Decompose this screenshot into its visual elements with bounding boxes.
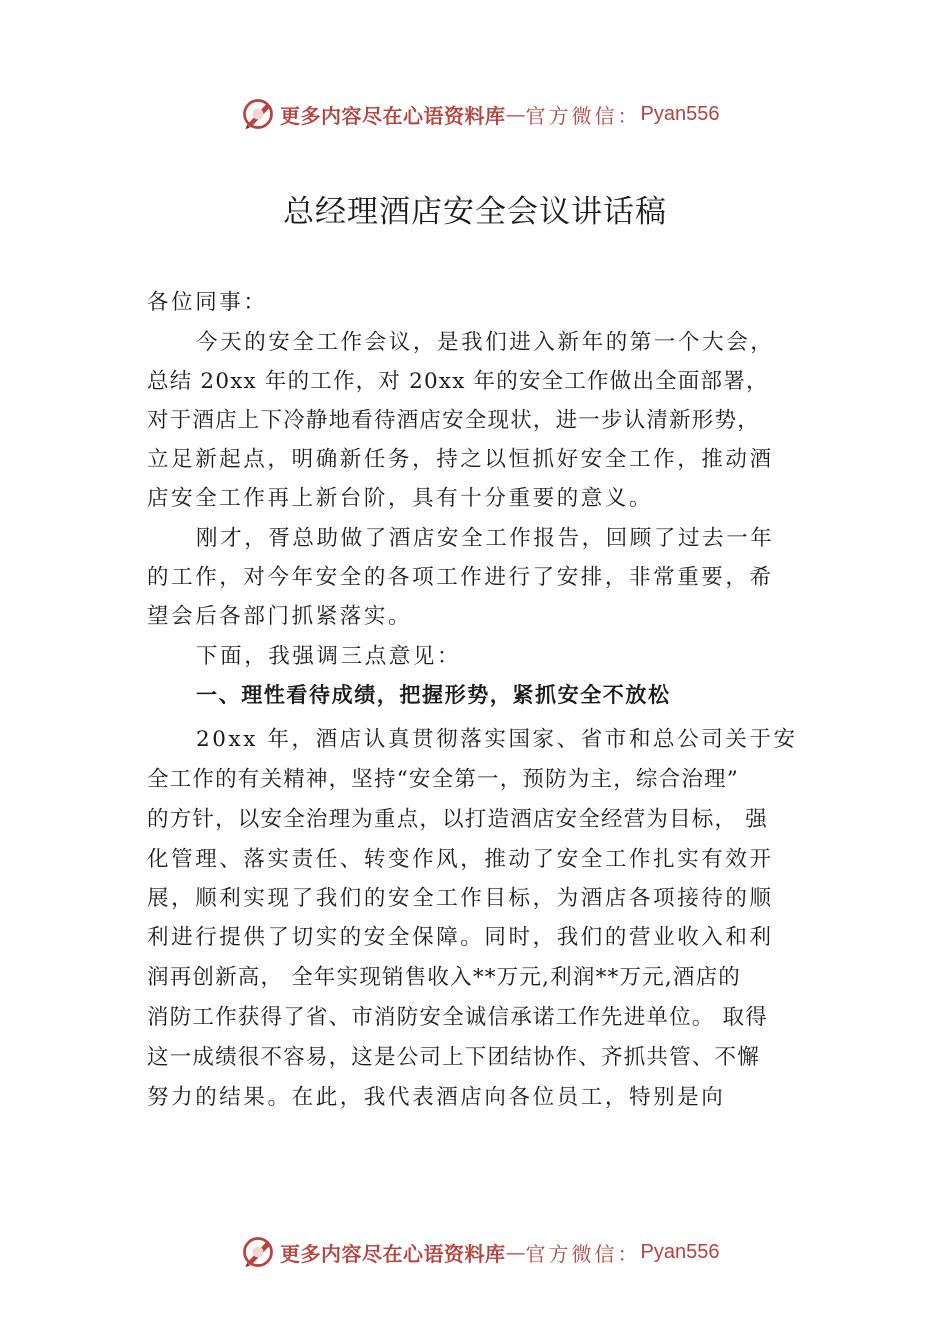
banner-dash: — [505, 102, 526, 126]
text-line: 店安全工作再上新台阶，具有十分重要的意义。 [147, 486, 654, 511]
pen-logo-icon [240, 1234, 276, 1270]
text-line: 展，顺利实现了我们的安全工作目标，为酒店各项接待的顺 [147, 886, 774, 911]
salutation: 各位同事： [147, 290, 268, 315]
text-line: 望会后各部门抓紧落实。 [147, 604, 413, 629]
text-line: 总结 20xx 年的工作，对 20xx 年的安全工作做出全面部署， [147, 369, 769, 394]
footer-banner [0, 1232, 950, 1272]
banner-wechat-label: 官方微信： [525, 103, 641, 128]
pen-logo-icon [240, 96, 276, 132]
banner-brand: 更多内容尽在心语资料库 [280, 103, 506, 128]
text-line: 刚才，胥总助做了酒店安全工作报告，回顾了过去一年 [196, 526, 775, 551]
text-line: 消防工作获得了省、市消防安全诚信承诺工作先进单位。 取得 [147, 1005, 768, 1030]
document-title: 总经理酒店安全会议讲话稿 [283, 194, 667, 230]
text-line: 润再创新高， 全年实现销售收入**万元,利润**万元,酒店的 [147, 965, 742, 990]
section-heading: 一、理性看待成绩，把握形势，紧抓安全不放松 [196, 683, 671, 707]
text-line: 今天的安全工作会议，是我们进入新年的第一个大会， [196, 330, 775, 355]
text-line: 的工作，对今年安全的各项工作进行了安排，非常重要，希 [147, 565, 774, 590]
text-line: 利进行提供了切实的安全保障。同时，我们的营业收入和利 [147, 925, 774, 950]
text-line: 的方针，以安全治理为重点，以打造酒店安全经营为目标， 强 [147, 807, 768, 832]
banner-handle: Pyan556 [640, 1240, 720, 1263]
text-line: 立足新起点，明确新任务，持之以恒抓好安全工作，推动酒 [147, 447, 774, 472]
banner-handle: Pyan556 [640, 102, 720, 125]
banner-brand: 更多内容尽在心语资料库 [280, 1241, 506, 1266]
text-line: 化管理、落实责任、转变作风，推动了安全工作扎实有效开 [147, 847, 774, 872]
text-line: 20xx 年，酒店认真贯彻落实国家、省市和总公司关于安 [196, 727, 798, 752]
text-line: 对于酒店上下冷静地看待酒店安全现状，进一步认清新形势， [147, 408, 760, 433]
text-line: 这一成绩很不容易，这是公司上下团结协作、齐抓共管、不懈 [147, 1045, 760, 1070]
banner-dash: — [505, 1240, 526, 1264]
text-line: 下面，我强调三点意见： [196, 644, 462, 669]
text-line: 全工作的有关精神，坚持“安全第一，预防为主，综合治理” [147, 767, 739, 792]
text-line: 努力的结果。在此，我代表酒店向各位员工，特别是向 [147, 1085, 726, 1110]
header-banner [0, 94, 950, 134]
banner-wechat-label: 官方微信： [525, 1241, 641, 1266]
